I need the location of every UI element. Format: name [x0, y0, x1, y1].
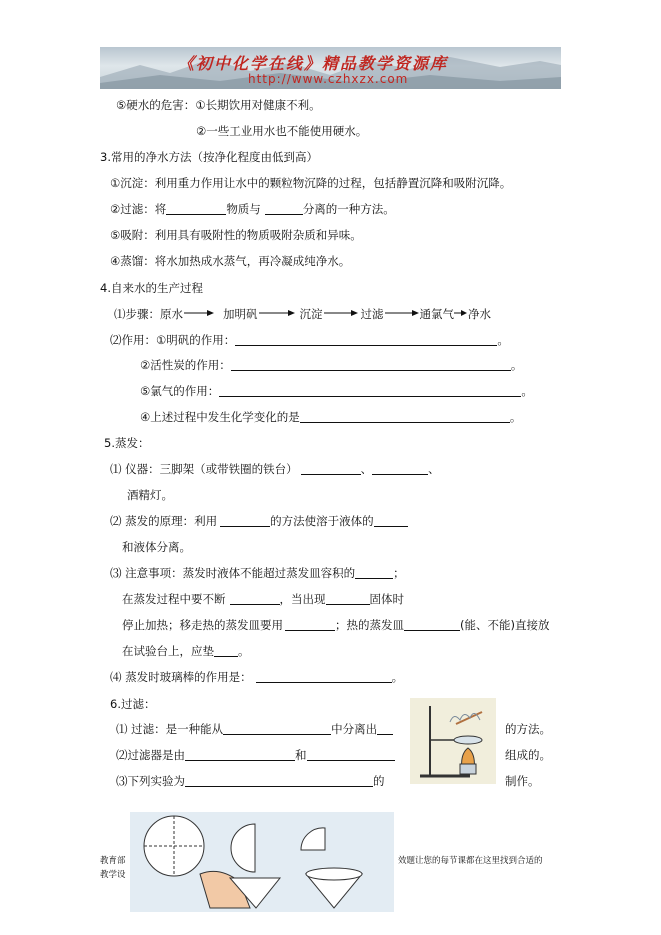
chlorine-label: ⑤氯气的作用：: [140, 384, 220, 398]
filtration-def-line: [116, 722, 393, 736]
footer-left-2: 教学设: [100, 870, 126, 880]
filter-paper-folding-image: [130, 812, 394, 912]
carbon-label: ②活性炭的作用：: [140, 358, 231, 372]
notes-line4: [122, 644, 250, 658]
principle-line: [110, 514, 408, 528]
instruments-line: [110, 462, 440, 476]
distillation-text: ④蒸馏：将水加热成水蒸气，再冷凝成纯净水。: [110, 254, 351, 268]
banner-title: 《初中化学在线》精品教学资源库: [178, 54, 449, 73]
production-steps: [114, 307, 491, 321]
instrument-blank-2[interactable]: [372, 462, 428, 475]
arrow-icon: [384, 307, 420, 319]
notes-blank-3[interactable]: [326, 592, 370, 605]
def-text-c: 的方法。: [505, 722, 551, 736]
arrow-icon: [323, 307, 359, 319]
filter-text-a: ⑵过滤器是由: [116, 748, 185, 762]
adsorption-text: ⑤吸附：利用具有吸附性的物质吸附杂质和异味。: [110, 228, 362, 242]
chemical-change-label: ④上述过程中发生化学变化的是: [140, 410, 300, 424]
rod-blank[interactable]: [256, 670, 392, 683]
footer-left-1: 教育部: [100, 856, 126, 866]
hard-water-harm-item1: ①长期饮用对健康不利。: [195, 98, 321, 112]
filtration-text-b: 物质与: [226, 202, 261, 216]
notes-line3: [122, 618, 549, 632]
step-clean-water: 净水: [468, 307, 491, 321]
section6-title: 6.过滤：: [110, 697, 156, 711]
notes-line1: [110, 566, 405, 580]
notes-blank-6[interactable]: [214, 644, 238, 657]
principle-text-a: ⑵ 蒸发的原理：利用: [110, 514, 218, 528]
filtration-blank-1[interactable]: [166, 202, 226, 215]
chemical-change-blank[interactable]: [300, 410, 510, 423]
rod-text-b: 。: [391, 670, 404, 684]
exp-text-b: 的: [373, 774, 385, 788]
notes-text-b: ；: [393, 566, 405, 580]
arrow-icon: [454, 307, 468, 319]
step-chlorine: 通氯气: [419, 307, 454, 321]
hard-water-harm-item2: ②一些工业用水也不能使用硬水。: [196, 124, 368, 138]
sedimentation-text: ①沉淀：利用重力作用让水中的颗粒物沉降的过程，包括静置沉降和吸附沉降。: [110, 176, 512, 190]
arrow-icon: [258, 307, 296, 319]
rod-function-line: [110, 670, 403, 684]
instruments-label: ⑴ 仪器：三脚架（或带铁圈的铁台）: [110, 462, 298, 476]
separator: 、: [428, 462, 440, 476]
hard-water-harm-label: ⑤硬水的危害：: [116, 98, 196, 112]
notes-line2: [122, 592, 404, 606]
def-blank-1[interactable]: [223, 722, 331, 735]
arrow-icon: [183, 307, 215, 319]
principle-blank-1[interactable]: [220, 514, 270, 527]
period: 。: [521, 384, 533, 398]
notes-text-d: ，当出现: [279, 592, 326, 606]
notes-blank-2[interactable]: [230, 592, 280, 605]
banner-url-link[interactable]: http://www.czhxzx.com: [248, 72, 409, 86]
steps-label: ⑴步骤：: [114, 307, 160, 321]
filter-blank-1[interactable]: [185, 748, 295, 761]
notes-text-j: 。: [238, 644, 250, 658]
evaporation-apparatus-image: [410, 698, 496, 784]
step-sedimentation: 沉淀: [299, 307, 323, 321]
period: 。: [509, 410, 522, 424]
filtration-text-c: 分离的一种方法。: [302, 202, 395, 216]
principle-text-c: 和液体分离。: [122, 540, 191, 554]
alum-function-line: [110, 333, 509, 347]
filter-blank-2[interactable]: [307, 748, 395, 761]
filter-text-c: 组成的。: [505, 748, 551, 762]
alum-blank[interactable]: [235, 333, 497, 346]
notes-text-i: 在试验台上，应垫: [122, 644, 214, 658]
footer-right: 效题让您的每节课都在这里找到合适的: [398, 856, 543, 866]
notes-blank-5[interactable]: [404, 618, 460, 631]
def-text-a: ⑴ 过滤：是一种能从: [116, 722, 224, 736]
header-banner: [100, 47, 561, 89]
principle-blank-2[interactable]: [374, 514, 408, 527]
exp-text-c: 制作。: [505, 774, 540, 788]
notes-text-e: 固体时: [369, 592, 404, 606]
notes-text-f: 停止加热；移走热的蒸发皿要用: [122, 618, 283, 632]
filtration-text-a: ②过滤：将: [110, 202, 167, 216]
principle-text-b: 的方法使溶于液体的: [270, 514, 374, 528]
notes-text-c: 在蒸发过程中要不断: [122, 592, 226, 606]
filtration-line: [110, 202, 395, 216]
notes-blank-4[interactable]: [285, 618, 335, 631]
period: 。: [497, 333, 509, 347]
def-text-b: 中分离出: [331, 722, 378, 736]
step-add-alum: 加明矾: [223, 307, 258, 321]
notes-blank-1[interactable]: [355, 566, 393, 579]
instrument-blank-1[interactable]: [301, 462, 361, 475]
hard-water-harm-line1: [116, 98, 321, 112]
chlorine-blank[interactable]: [219, 384, 521, 397]
carbon-function-line: [140, 358, 522, 372]
chlorine-function-line: [140, 384, 533, 398]
notes-text-a: ⑶ 注意事项：蒸发时液体不能超过蒸发皿容积的: [110, 566, 356, 580]
def-blank-2[interactable]: [377, 722, 393, 735]
notes-text-h: (能、不能)直接放: [460, 618, 550, 632]
function-label: ⑵作用：: [110, 333, 156, 347]
experiment-line: [116, 774, 385, 788]
step-filtration: 过滤: [360, 307, 384, 321]
notes-text-g: ；热的蒸发皿: [335, 618, 404, 632]
exp-blank[interactable]: [185, 774, 373, 787]
exp-text-a: ⑶下列实验为: [116, 774, 185, 788]
section4-title: 4.自来水的生产过程: [100, 281, 203, 295]
filtration-blank-2[interactable]: [265, 202, 303, 215]
section5-title: 5.蒸发：: [104, 436, 150, 450]
period: 。: [510, 358, 523, 372]
chemical-change-line: [140, 410, 521, 424]
alum-label: ①明矾的作用：: [156, 333, 236, 347]
filter-composition-line: [116, 748, 395, 762]
separator: 、: [360, 462, 373, 476]
carbon-blank[interactable]: [231, 358, 511, 371]
section3-title: 3.常用的净水方法（按净化程度由低到高）: [100, 150, 318, 164]
rod-text-a: ⑷ 蒸发时玻璃棒的作用是：: [110, 670, 252, 684]
step-raw-water: 原水: [160, 307, 183, 321]
filter-text-b: 和: [295, 748, 307, 762]
alcohol-lamp-text: 酒精灯。: [127, 488, 173, 502]
